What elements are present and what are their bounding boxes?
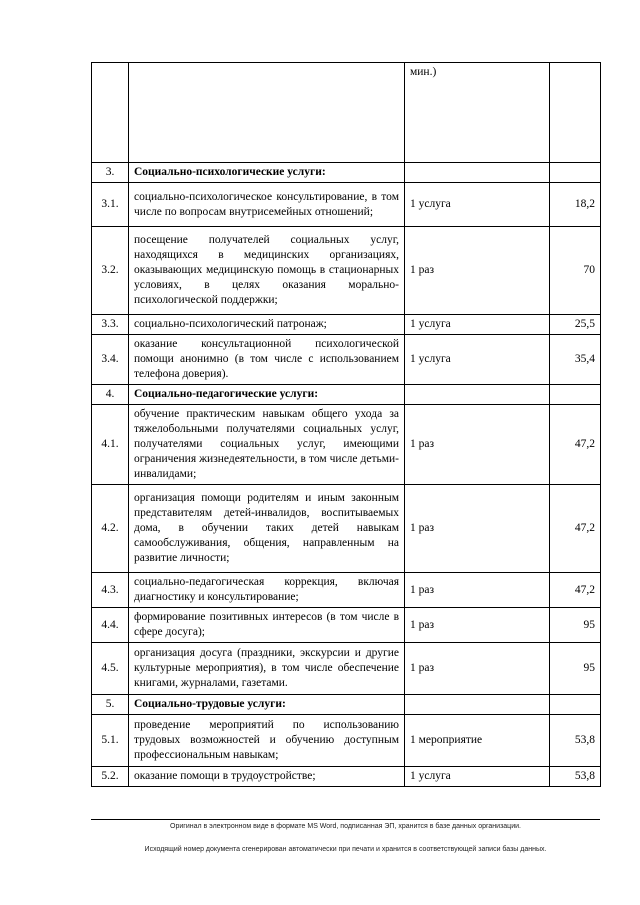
section-title-cell: Социально-трудовые услуги: [129, 695, 405, 715]
service-description-cell: социально-психологический патронаж; [129, 315, 405, 335]
unit-cell: 1 раз [405, 485, 550, 573]
table-row [92, 315, 601, 335]
price-cell: 53,8 [550, 715, 601, 767]
price-cell: 47,2 [550, 485, 601, 573]
price-cell: 47,2 [550, 573, 601, 608]
price-cell [550, 385, 601, 405]
price-cell [550, 163, 601, 183]
unit-cell: 1 раз [405, 227, 550, 315]
table-row [92, 405, 601, 485]
table-row [92, 63, 601, 163]
unit-cell: 1 мероприятие [405, 715, 550, 767]
unit-cell: 1 раз [405, 405, 550, 485]
row-number-cell: 4.4. [92, 608, 129, 643]
price-cell: 18,2 [550, 183, 601, 227]
section-number-cell: 4. [92, 385, 129, 405]
row-number-cell: 3.3. [92, 315, 129, 335]
service-description-cell: социально-психологическое консультирование, в том числе по вопросам внутрисемейных отношений; [129, 183, 405, 227]
section-number-cell: 5. [92, 695, 129, 715]
table-row [92, 227, 601, 315]
price-cell: 95 [550, 643, 601, 695]
table-row [92, 485, 601, 573]
row-number-cell: 4.3. [92, 573, 129, 608]
row-number-cell: 3.1. [92, 183, 129, 227]
unit-cell: 1 раз [405, 608, 550, 643]
price-cell: 53,8 [550, 767, 601, 787]
table-row [92, 643, 601, 695]
price-cell: 25,5 [550, 315, 601, 335]
service-description-cell: посещение получателей социальных услуг, находящихся в медицинских организациях, оказывающих медицинскую помощь в стационарных условиях, в целях оказания морально-психологической поддержки; [129, 227, 405, 315]
unit-cell [405, 163, 550, 183]
section-number-cell: 3. [92, 163, 129, 183]
row-number-cell: 5.2. [92, 767, 129, 787]
row-number-cell: 4.2. [92, 485, 129, 573]
table-row [92, 608, 601, 643]
unit-cell: мин.) [405, 63, 550, 163]
price-cell [550, 63, 601, 163]
service-description-cell: формирование позитивных интересов (в том числе в сфере досуга); [129, 608, 405, 643]
price-cell: 95 [550, 608, 601, 643]
service-description-cell: организация помощи родителям и иным законным представителям детей-инвалидов, воспитываемых дома, в обучении таких детей навыкам самообслуживания, общения, направленным на развитие личности; [129, 485, 405, 573]
table-row [92, 573, 601, 608]
footer-note-original: Оригинал в электронном виде в формате MS Word, подписанная ЭП, хранится в базе данных организации. [170, 823, 521, 830]
table-row [92, 335, 601, 385]
table-row [92, 183, 601, 227]
row-number-cell [92, 63, 129, 163]
row-number-cell: 4.5. [92, 643, 129, 695]
service-description-cell: оказание консультационной психологической помощи анонимно (в том числе с использованием телефона доверия). [129, 335, 405, 385]
unit-cell: 1 услуга [405, 315, 550, 335]
service-description-cell: обучение практическим навыкам общего ухода за тяжелобольными получателями социальных услуг, получателями социальных услуг, имеющими ограничения жизнедеятельности, в том числе детьми-инвалидами; [129, 405, 405, 485]
service-description-cell: социально-педагогическая коррекция, включая диагностику и консультирование; [129, 573, 405, 608]
price-cell: 35,4 [550, 335, 601, 385]
table-row [92, 715, 601, 767]
section-row [92, 385, 601, 405]
section-row [92, 695, 601, 715]
services-table-body [92, 63, 601, 787]
unit-cell [405, 695, 550, 715]
section-row [92, 163, 601, 183]
row-number-cell: 4.1. [92, 405, 129, 485]
section-title-cell: Социально-психологические услуги: [129, 163, 405, 183]
price-cell: 70 [550, 227, 601, 315]
service-description-cell: оказание помощи в трудоустройстве; [129, 767, 405, 787]
service-description-cell: организация досуга (праздники, экскурсии и другие культурные мероприятия), в том числе обеспечение книгами, журналами, газетами. [129, 643, 405, 695]
unit-cell: 1 раз [405, 573, 550, 608]
unit-cell: 1 раз [405, 643, 550, 695]
footer-note-number: Исходящий номер документа сгенерирован автоматически при печати и хранится в соответствующей записи базы данных. [144, 846, 547, 853]
row-number-cell: 5.1. [92, 715, 129, 767]
footer-divider [91, 819, 600, 820]
unit-cell: 1 услуга [405, 767, 550, 787]
service-description-cell: проведение мероприятий по использованию трудовых возможностей и обучению доступным профессиональным навыкам; [129, 715, 405, 767]
table-row [92, 767, 601, 787]
unit-cell [405, 385, 550, 405]
services-table [91, 62, 601, 787]
row-number-cell: 3.2. [92, 227, 129, 315]
row-number-cell: 3.4. [92, 335, 129, 385]
price-cell: 47,2 [550, 405, 601, 485]
unit-cell: 1 услуга [405, 335, 550, 385]
price-cell [550, 695, 601, 715]
service-description-cell [129, 63, 405, 163]
unit-cell: 1 услуга [405, 183, 550, 227]
section-title-cell: Социально-педагогические услуги: [129, 385, 405, 405]
